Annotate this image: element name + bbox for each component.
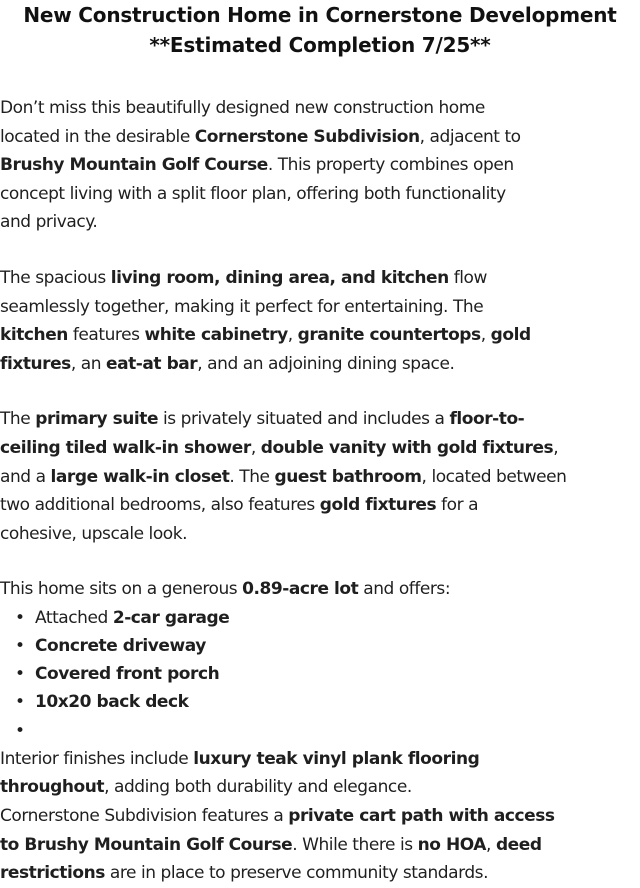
intro-text: , adjacent to [419,126,521,147]
page-title [0,0,640,60]
subdivision-text: Cornerstone Subdivision features a [0,806,289,827]
suite-text: , located between [421,466,567,487]
suite-text: . The [229,466,275,487]
living-paragraph [0,264,640,378]
subdivision-highlight: private cart path with access [288,806,555,827]
suite-text: , [250,437,261,458]
living-text: , an [70,353,107,374]
bullet-icon: • [15,607,25,628]
list-item [14,688,640,716]
suite-text: cohesive, upscale look. [0,523,188,544]
suite-highlight: floor-to- [449,409,525,430]
living-text: , [287,325,298,346]
suite-highlight: ceiling tiled walk-in shower [0,437,251,458]
features-list [0,604,640,745]
lot-text: and offers: [358,579,451,600]
subdivision-highlight: deed [495,834,542,855]
suite-text: The [0,409,36,430]
suite-highlight: gold fixtures [319,495,437,516]
list-item [14,604,640,632]
suite-text: is privately situated and includes a [158,409,450,430]
feature-text: Attached [35,607,113,628]
listing-description [0,94,640,888]
bullet-icon: • [15,664,25,685]
intro-highlight: Cornerstone Subdivision [194,126,420,147]
living-highlight: kitchen [0,325,68,346]
list-item-empty [14,717,640,745]
subdivision-highlight: no HOA [417,834,487,855]
living-highlight: fixtures [0,353,71,374]
living-highlight: gold [490,325,531,346]
living-text: seamlessly together, making it perfect for entertaining. The [0,296,484,317]
suite-paragraph [0,405,640,548]
lot-text: This home sits on a generous [0,579,243,600]
lot-paragraph [0,575,640,604]
subdivision-highlight: restrictions [0,863,105,884]
subdivision-highlight: to Brushy Mountain Golf Course [0,834,293,855]
living-text: , and an adjoining dining space. [197,353,455,374]
suite-highlight: large walk-in closet [50,466,230,487]
living-text: features [67,325,145,346]
living-text: flow [448,267,487,288]
living-text: , [480,325,491,346]
suite-highlight: double vanity with gold fixtures [260,437,554,458]
lot-highlight: 0.89-acre lot [242,579,359,600]
subdivision-text: are in place to preserve community standards. [104,863,489,884]
intro-text: concept living with a split floor plan, offering both functionality [0,183,506,204]
feature-highlight: Covered front porch [35,664,220,685]
suite-text: and a [0,466,51,487]
suite-text: for a [436,495,479,516]
intro-text: Don’t miss this beautifully designed new construction home [0,98,485,118]
suite-highlight: guest bathroom [274,466,422,487]
subdivision-text: , [486,834,496,855]
living-highlight: living room, dining area, and kitchen [110,267,449,288]
list-item [14,660,640,688]
title-line-1: New Construction Home in Cornerstone Development [23,3,617,27]
title-line-2: **Estimated Completion 7/25** [149,33,491,57]
bullet-icon: • [15,720,25,741]
suite-highlight: primary suite [35,409,159,430]
intro-text: . This property combines open [267,155,514,176]
finishes-text: Interior finishes include [0,748,194,769]
feature-highlight: 2-car garage [112,607,230,628]
finishes-text: , adding both durability and elegance. [104,777,412,798]
feature-highlight: 10x20 back deck [35,692,189,713]
finishes-paragraph [0,745,640,802]
feature-highlight: Concrete driveway [35,636,206,657]
bullet-icon: • [15,692,25,713]
finishes-highlight: throughout [0,777,105,798]
living-highlight: white cabinetry [144,325,288,346]
living-highlight: eat-at bar [106,353,198,374]
intro-text: and privacy. [0,212,98,233]
subdivision-text: . While there is [292,834,418,855]
intro-paragraph [0,94,640,237]
living-highlight: granite countertops [297,325,481,346]
intro-highlight: Brushy Mountain Golf Course [0,155,268,176]
suite-text: two additional bedrooms, also features [0,495,320,516]
intro-text: located in the desirable [0,126,195,147]
living-text: The spacious [0,267,111,288]
list-item [14,632,640,660]
finishes-highlight: luxury teak vinyl plank flooring [193,748,480,769]
bullet-icon: • [15,636,25,657]
suite-text: , [553,437,559,458]
